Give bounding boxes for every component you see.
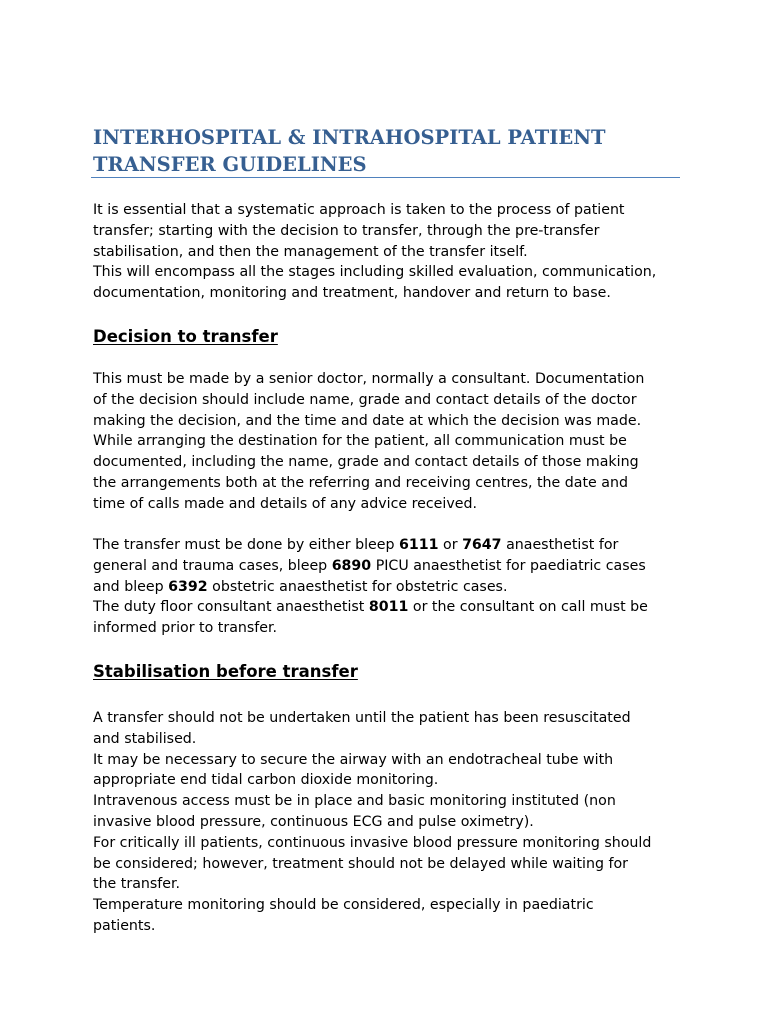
title-underline-rule	[91, 177, 680, 178]
bleep-number: 8011	[368, 599, 409, 616]
decision-line: time of calls made and details of any advice received.	[93, 495, 477, 512]
stabilisation-line: A transfer should not be undertaken until the patient has been resuscitated	[93, 710, 631, 726]
bleep-line-4: The duty floor consultant anaesthetist 8011 or the consultant on call must be	[93, 599, 648, 616]
decision-heading: Decision to transfer	[93, 327, 278, 346]
bleep-line-5: informed prior to transfer.	[93, 620, 278, 637]
bleep-number: 6890	[331, 557, 372, 574]
stabilisation-line: invasive blood pressure, continuous ECG and pulse oximetry).	[93, 813, 534, 830]
decision-paragraph-2	[93, 535, 683, 639]
intro-line: This will encompass all the stages including skilled evaluation, communication,	[93, 264, 657, 281]
stabilisation-heading-wrap	[93, 661, 683, 683]
intro-line: documentation, monitoring and treatment, handover and return to base.	[93, 285, 611, 302]
decision-line: making the decision, and the time and date at which the decision was made.	[93, 412, 642, 429]
stabilisation-line: Intravenous access must be in place and basic monitoring instituted (non	[93, 793, 616, 810]
stabilisation-line: It may be necessary to secure the airway with an endotracheal tube with	[93, 751, 614, 768]
intro-paragraph	[93, 200, 683, 304]
bleep-line-1: The transfer must be done by either bleep 6111 or 7647 anaesthetist for	[93, 537, 619, 553]
title-line-1: INTERHOSPITAL & INTRAHOSPITAL PATIENT	[93, 126, 606, 149]
stabilisation-line: patients.	[93, 917, 156, 934]
title-line-2: TRANSFER GUIDELINES	[93, 153, 367, 176]
stabilisation-line: and stabilised.	[93, 730, 197, 747]
stabilisation-line: Temperature monitoring should be considered, especially in paediatric	[93, 897, 594, 914]
decision-line: the arrangements both at the referring and receiving centres, the date and	[93, 474, 628, 491]
intro-line: stabilisation, and then the management of the transfer itself.	[93, 243, 528, 260]
decision-line: of the decision should include name, grade and contact details of the doctor	[93, 391, 637, 408]
stabilisation-line: For critically ill patients, continuous invasive blood pressure monitoring should	[93, 834, 652, 851]
bleep-number: 6111	[399, 537, 439, 553]
decision-paragraph-1	[93, 369, 683, 515]
intro-line: It is essential that a systematic approach is taken to the process of patient	[93, 202, 625, 218]
stabilisation-heading: Stabilisation before transfer	[93, 662, 358, 681]
stabilisation-paragraph	[93, 708, 683, 937]
bleep-line-2: general and trauma cases, bleep 6890 PICU anaesthetist for paediatric cases	[93, 557, 646, 574]
decision-line: This must be made by a senior doctor, normally a consultant. Documentation	[93, 371, 645, 387]
decision-line: documented, including the name, grade and contact details of those making	[93, 454, 639, 471]
bleep-number: 7647	[462, 537, 502, 553]
stabilisation-line: be considered; however, treatment should not be delayed while waiting for	[93, 855, 628, 872]
document-title	[93, 124, 680, 178]
stabilisation-line: the transfer.	[93, 876, 181, 893]
decision-heading-wrap	[93, 326, 683, 348]
intro-line: transfer; starting with the decision to transfer, through the pre-transfer	[93, 222, 600, 239]
stabilisation-line: appropriate end tidal carbon dioxide monitoring.	[93, 772, 439, 789]
decision-line: While arranging the destination for the patient, all communication must be	[93, 433, 627, 450]
bleep-number: 6392	[168, 578, 208, 595]
bleep-line-3: and bleep 6392 obstetric anaesthetist for obstetric cases.	[93, 578, 508, 595]
